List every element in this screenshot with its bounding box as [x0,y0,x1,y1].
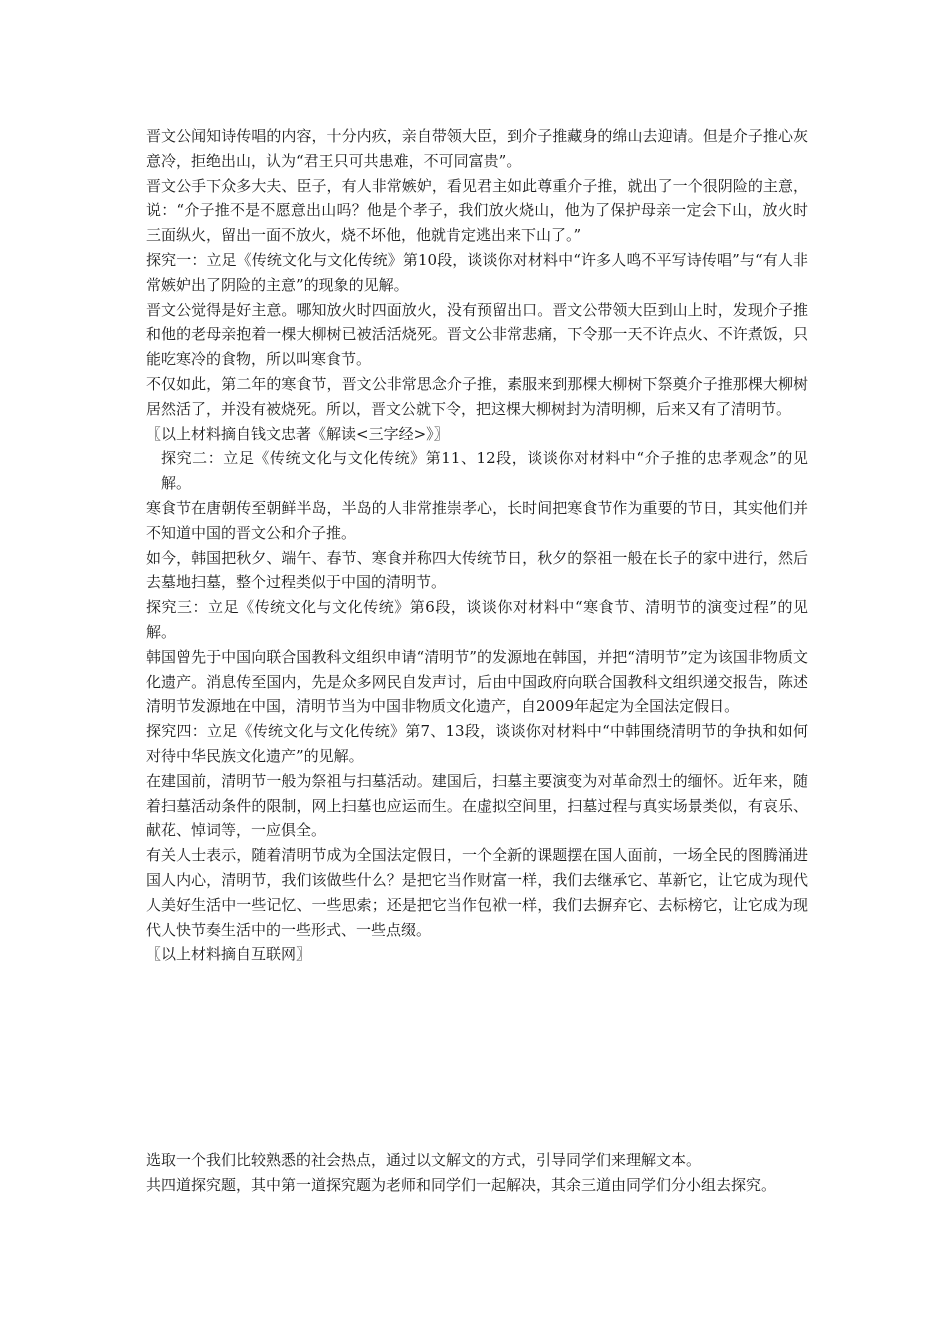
source-note-1: 〖以上材料摘自钱文忠著《解读<三字经>》〗 [146,424,449,443]
paragraph-8: 在建国前，清明节一般为祭祖与扫墓活动。建国后，扫墓主要演变为对革命烈士的缅怀。近年来，随着扫墓活动条件的限制，网上扫墓也应运而生。在虚拟空间里，扫墓过程与真实场景类似，有哀乐、献花、悼词等，一应俱全。 [146,771,808,840]
teaching-note-2: 共四道探究题，其中第一道探究题为老师和同学们一起解决，其余三道由同学们分小组去探究。 [146,1175,777,1194]
paragraph-5: 寒食节在唐朝传至朝鲜半岛，半岛的人非常推崇孝心，长时间把寒食节作为重要的节日，其实他们并不知道中国的晋文公和介子推。 [146,498,808,542]
paragraph-7: 韩国曾先于中国向联合国教科文组织申请“清明节”的发源地在韩国，并把“清明节”定为该国非物质文化遗产。消息传至国内，先是众多网民自发声讨，后由中国政府向联合国教科文组织递交报告，陈述清明节发源地在中国，清明节当为中国非物质文化遗产，自2009年起定为全国法定假日。 [146,647,808,716]
paragraph-6: 如今，韩国把秋夕、端午、春节、寒食并称四大传统节日，秋夕的祭祖一般在长子的家中进行，然后去墓地扫墓，整个过程类似于中国的清明节。 [146,548,808,592]
paragraph-2: 晋文公手下众多大夫、臣子，有人非常嫉妒，看见君主如此尊重介子推，就出了一个很阴险的主意，说：“介子推不是不愿意出山吗？他是个孝子，我们放火烧山，他为了保护母亲一定会下山，放火时三面纵火，留出一面不放火，烧不坏他，他就肯定逃出来下山了。” [146,176,808,245]
question-1: 探究一：立足《传统文化与文化传统》第10段，谈谈你对材料中“许多人鸣不平写诗传唱”与“有人非常嫉妒出了阴险的主意”的现象的见解。 [146,250,808,294]
document-body [146,124,808,967]
question-2: 探究二：立足《传统文化与文化传统》第11、12段，谈谈你对材料中“介子推的忠孝观念”的见解。 [161,449,808,493]
paragraph-9: 有关人士表示，随着清明节成为全国法定假日，一个全新的课题摆在国人面前，一场全民的图腾涌进国人内心，清明节，我们该做些什么？是把它当作财富一样，我们去继承它、革新它，让它成为现代人美好生活中一些记忆、一些思索；还是把它当作包袱一样，我们去摒弃它、去标榜它，让它成为现代人快节奏生活中的一些形式、一些点缀。 [146,846,808,939]
source-note-2: 〖以上材料摘自互联网〗 [146,945,312,964]
paragraph-4: 不仅如此，第二年的寒食节，晋文公非常思念介子推，素服来到那棵大柳树下祭奠介子推那棵大柳树居然活了，并没有被烧死。所以，晋文公就下令，把这棵大柳树封为清明柳，后来又有了清明节。 [146,374,808,418]
teaching-note-1: 选取一个我们比较熟悉的社会热点，通过以文解文的方式，引导同学们来理解文本。 [146,1151,702,1169]
question-3: 探究三：立足《传统文化与文化传统》第6段，谈谈你对材料中“寒食节、清明节的演变过程”的见解。 [146,598,808,641]
paragraph-1: 晋文公闻知诗传唱的内容，十分内疚，亲自带领大臣，到介子推藏身的绵山去迎请。但是介子推心灰意冷，拒绝出山，认为“君王只可共患难，不可同富贵”。 [146,127,808,170]
question-4: 探究四：立足《传统文化与文化传统》第7、13段，谈谈你对材料中“中韩围绕清明节的争执和如何对待中华民族文化遗产”的见解。 [146,722,808,765]
teaching-notes [146,1148,808,1198]
paragraph-3: 晋文公觉得是好主意。哪知放火时四面放火，没有预留出口。晋文公带领大臣到山上时，发现介子推和他的老母亲抱着一棵大柳树已被活活烧死。晋文公非常悲痛，下令那一天不许点火、不许煮饭，只能吃寒冷的食物，所以叫寒食节。 [146,300,808,369]
